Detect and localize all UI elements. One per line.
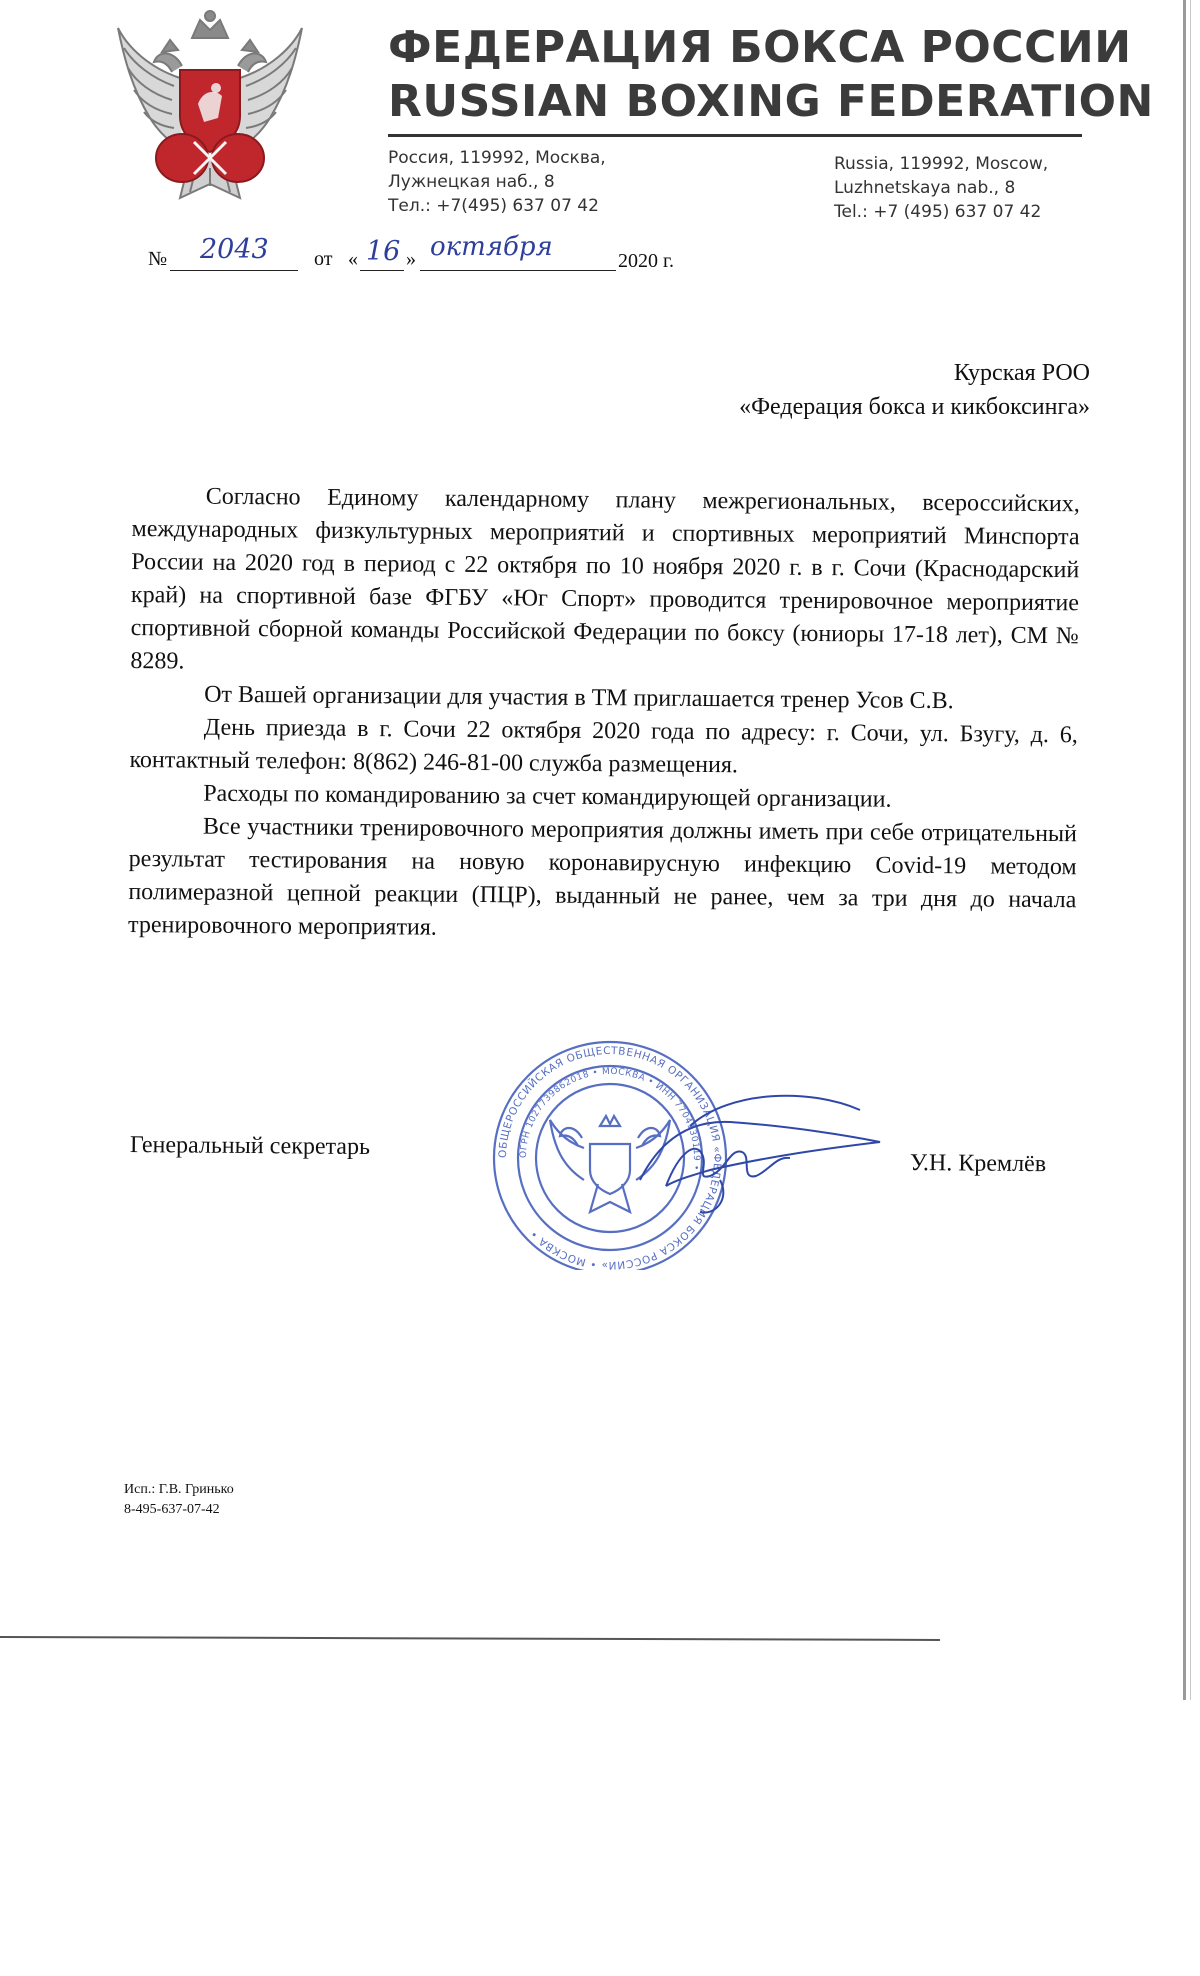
- body-paragraph: От Вашей организации для участия в ТМ приглашается тренер Усов С.В.: [204, 681, 954, 715]
- signer-role: Генеральный секретарь: [129, 1132, 371, 1161]
- stamp-inner-text: ОГРН 1027739862018 • МОСКВА • ИНН 7704130119 •: [518, 1066, 702, 1172]
- svg-text:ОБЩЕРОССИЙСКАЯ ОБЩЕСТВЕННАЯ ОР: [497, 1045, 723, 1270]
- stamp-ring-text: ОБЩЕРОССИЙСКАЯ ОБЩЕСТВЕННАЯ ОРГАНИЗАЦИЯ «ФЕДЕРАЦИЯ БОКСА РОССИИ» • МОСКВА •: [496, 1044, 724, 1270]
- address-line: Russia, 119992, Moscow,: [834, 154, 1049, 174]
- date-day: 16: [366, 236, 401, 267]
- registration-number: 2043: [200, 234, 269, 265]
- scan-edge: [0, 1636, 940, 1641]
- phone-line: Тел.: +7(495) 637 07 42: [388, 196, 599, 216]
- date-year: 2020 г.: [618, 250, 674, 272]
- address-line: Luzhnetskaya nab., 8: [834, 178, 1016, 198]
- body-paragraph: Все участники тренировочного мероприятия должны иметь при себе отрицательный результат тестирования на новую коронавирусную инфекцию Covid-19 методом полимеразной цепной реакции (ПЦР), выданный не ранее, чем за три дня до начала тренировочного мероприятия.: [128, 813, 1078, 941]
- number-label: №: [148, 248, 168, 270]
- org-name-ru: ФЕДЕРАЦИЯ БОКСА РОССИИ: [388, 22, 1132, 73]
- letter-body: [128, 480, 1080, 950]
- executor-block: [124, 1480, 234, 1520]
- registration-line: [148, 232, 688, 280]
- body-paragraph: День приезда в г. Сочи 22 октября 2020 года по адресу: г. Сочи, ул. Бзугу, д. 6, контактный телефон: 8(862) 246-81-00 служба размещения.: [129, 714, 1078, 779]
- quote-close: »: [406, 248, 416, 270]
- org-name-en: RUSSIAN BOXING FEDERATION: [388, 76, 1154, 127]
- addressee-block: [739, 356, 1090, 424]
- quote-open: «: [348, 248, 358, 270]
- executor-name: Исп.: Г.В. Гринько: [124, 1482, 234, 1497]
- phone-line: Tel.: +7 (495) 637 07 42: [834, 202, 1042, 222]
- address-en: [834, 152, 1048, 224]
- official-seal-stamp-icon: [490, 1030, 890, 1270]
- addressee-line: Курская РОО: [953, 360, 1090, 386]
- body-paragraph: Согласно Единому календарному плану межрегиональных, всероссийских, международных физкультурных мероприятий и спортивных мероприятий Минспорта России на 2020 год в период с 22 октября по 10 ноября 2020 г. в г. Сочи (Краснодарский край) на спортивной базе ФГБУ «Юг Спорт» проводится тренировочное мероприятие спортивной сборной команды Российской Федерации по боксу (юниоры 17-18 лет), СМ № 8289.: [130, 483, 1080, 675]
- handwritten-signature-icon: [640, 1096, 880, 1213]
- date-from-label: от: [314, 248, 333, 270]
- letterhead-divider: [388, 134, 1082, 137]
- double-headed-eagle-emblem-icon: [110, 8, 310, 213]
- scan-edge: [1190, 0, 1191, 1700]
- letterhead-title: [388, 22, 1154, 128]
- address-ru: [388, 146, 606, 218]
- date-month: октября: [430, 232, 553, 262]
- addressee-line: «Федерация бокса и кикбоксинга»: [739, 394, 1090, 420]
- executor-phone: 8-495-637-07-42: [124, 1502, 220, 1517]
- address-line: Россия, 119992, Москва,: [388, 148, 606, 168]
- address-line: Лужнецкая наб., 8: [388, 172, 555, 192]
- scan-edge: [1183, 0, 1186, 1700]
- signer-name: У.Н. Кремлёв: [909, 1150, 1047, 1178]
- body-paragraph: Расходы по командированию за счет командирующей организации.: [203, 780, 892, 813]
